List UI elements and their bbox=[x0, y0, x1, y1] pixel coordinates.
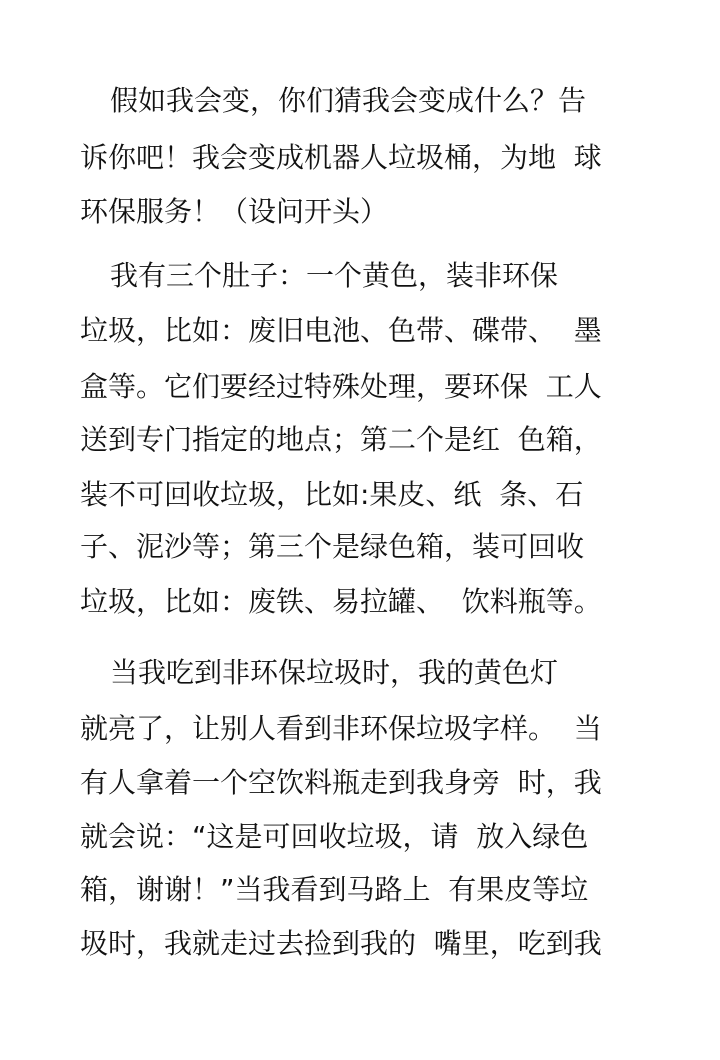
paragraph-2-line-7: 垃圾，比如：废铁、易拉罐、 饮料瓶等。 bbox=[80, 585, 602, 618]
paragraph-2-line-6: 子、泥沙等；第三个是绿色箱，装可回收 bbox=[80, 530, 585, 563]
paragraph-2-line-1: 我有三个肚子：一个黄色，装非环保 bbox=[110, 259, 559, 292]
paragraph-2-line-3: 盒等。它们要经过特殊处理，要环保 工人 bbox=[80, 370, 602, 403]
paragraph-3-line-1: 当我吃到非环保垃圾时，我的黄色灯 bbox=[110, 656, 559, 689]
paragraph-2-line-2: 垃圾，比如：废旧电池、色带、碟带、 墨 bbox=[80, 314, 602, 347]
paragraph-3-line-6: 圾时，我就走过去捡到我的 嘴里，吃到我 bbox=[80, 927, 602, 960]
paragraph-3-line-4: 就会说：“这是可回收垃圾，请 放入绿色 bbox=[80, 820, 589, 853]
paragraph-3-line-5: 箱，谢谢！”当我看到马路上 有果皮等垃 bbox=[80, 873, 589, 906]
paragraph-1-line-2: 诉你吧！我会变成机器人垃圾桶，为地 球 bbox=[80, 141, 602, 174]
paragraph-2-line-4: 送到专门指定的地点；第二个是红 色箱， bbox=[80, 423, 602, 456]
paragraph-1-line-1: 假如我会变，你们猜我会变成什么？告 bbox=[110, 84, 587, 117]
paragraph-1-line-3: 环保服务！（设问开头） bbox=[80, 195, 389, 228]
paragraph-2-line-5: 装不可回收垃圾，比如:果皮、纸 条、石 bbox=[80, 478, 584, 511]
paragraph-3-line-2: 就亮了，让别人看到非环保垃圾字样。 当 bbox=[80, 712, 602, 745]
paragraph-3-line-3: 有人拿着一个空饮料瓶走到我身旁 时，我 bbox=[80, 766, 602, 799]
